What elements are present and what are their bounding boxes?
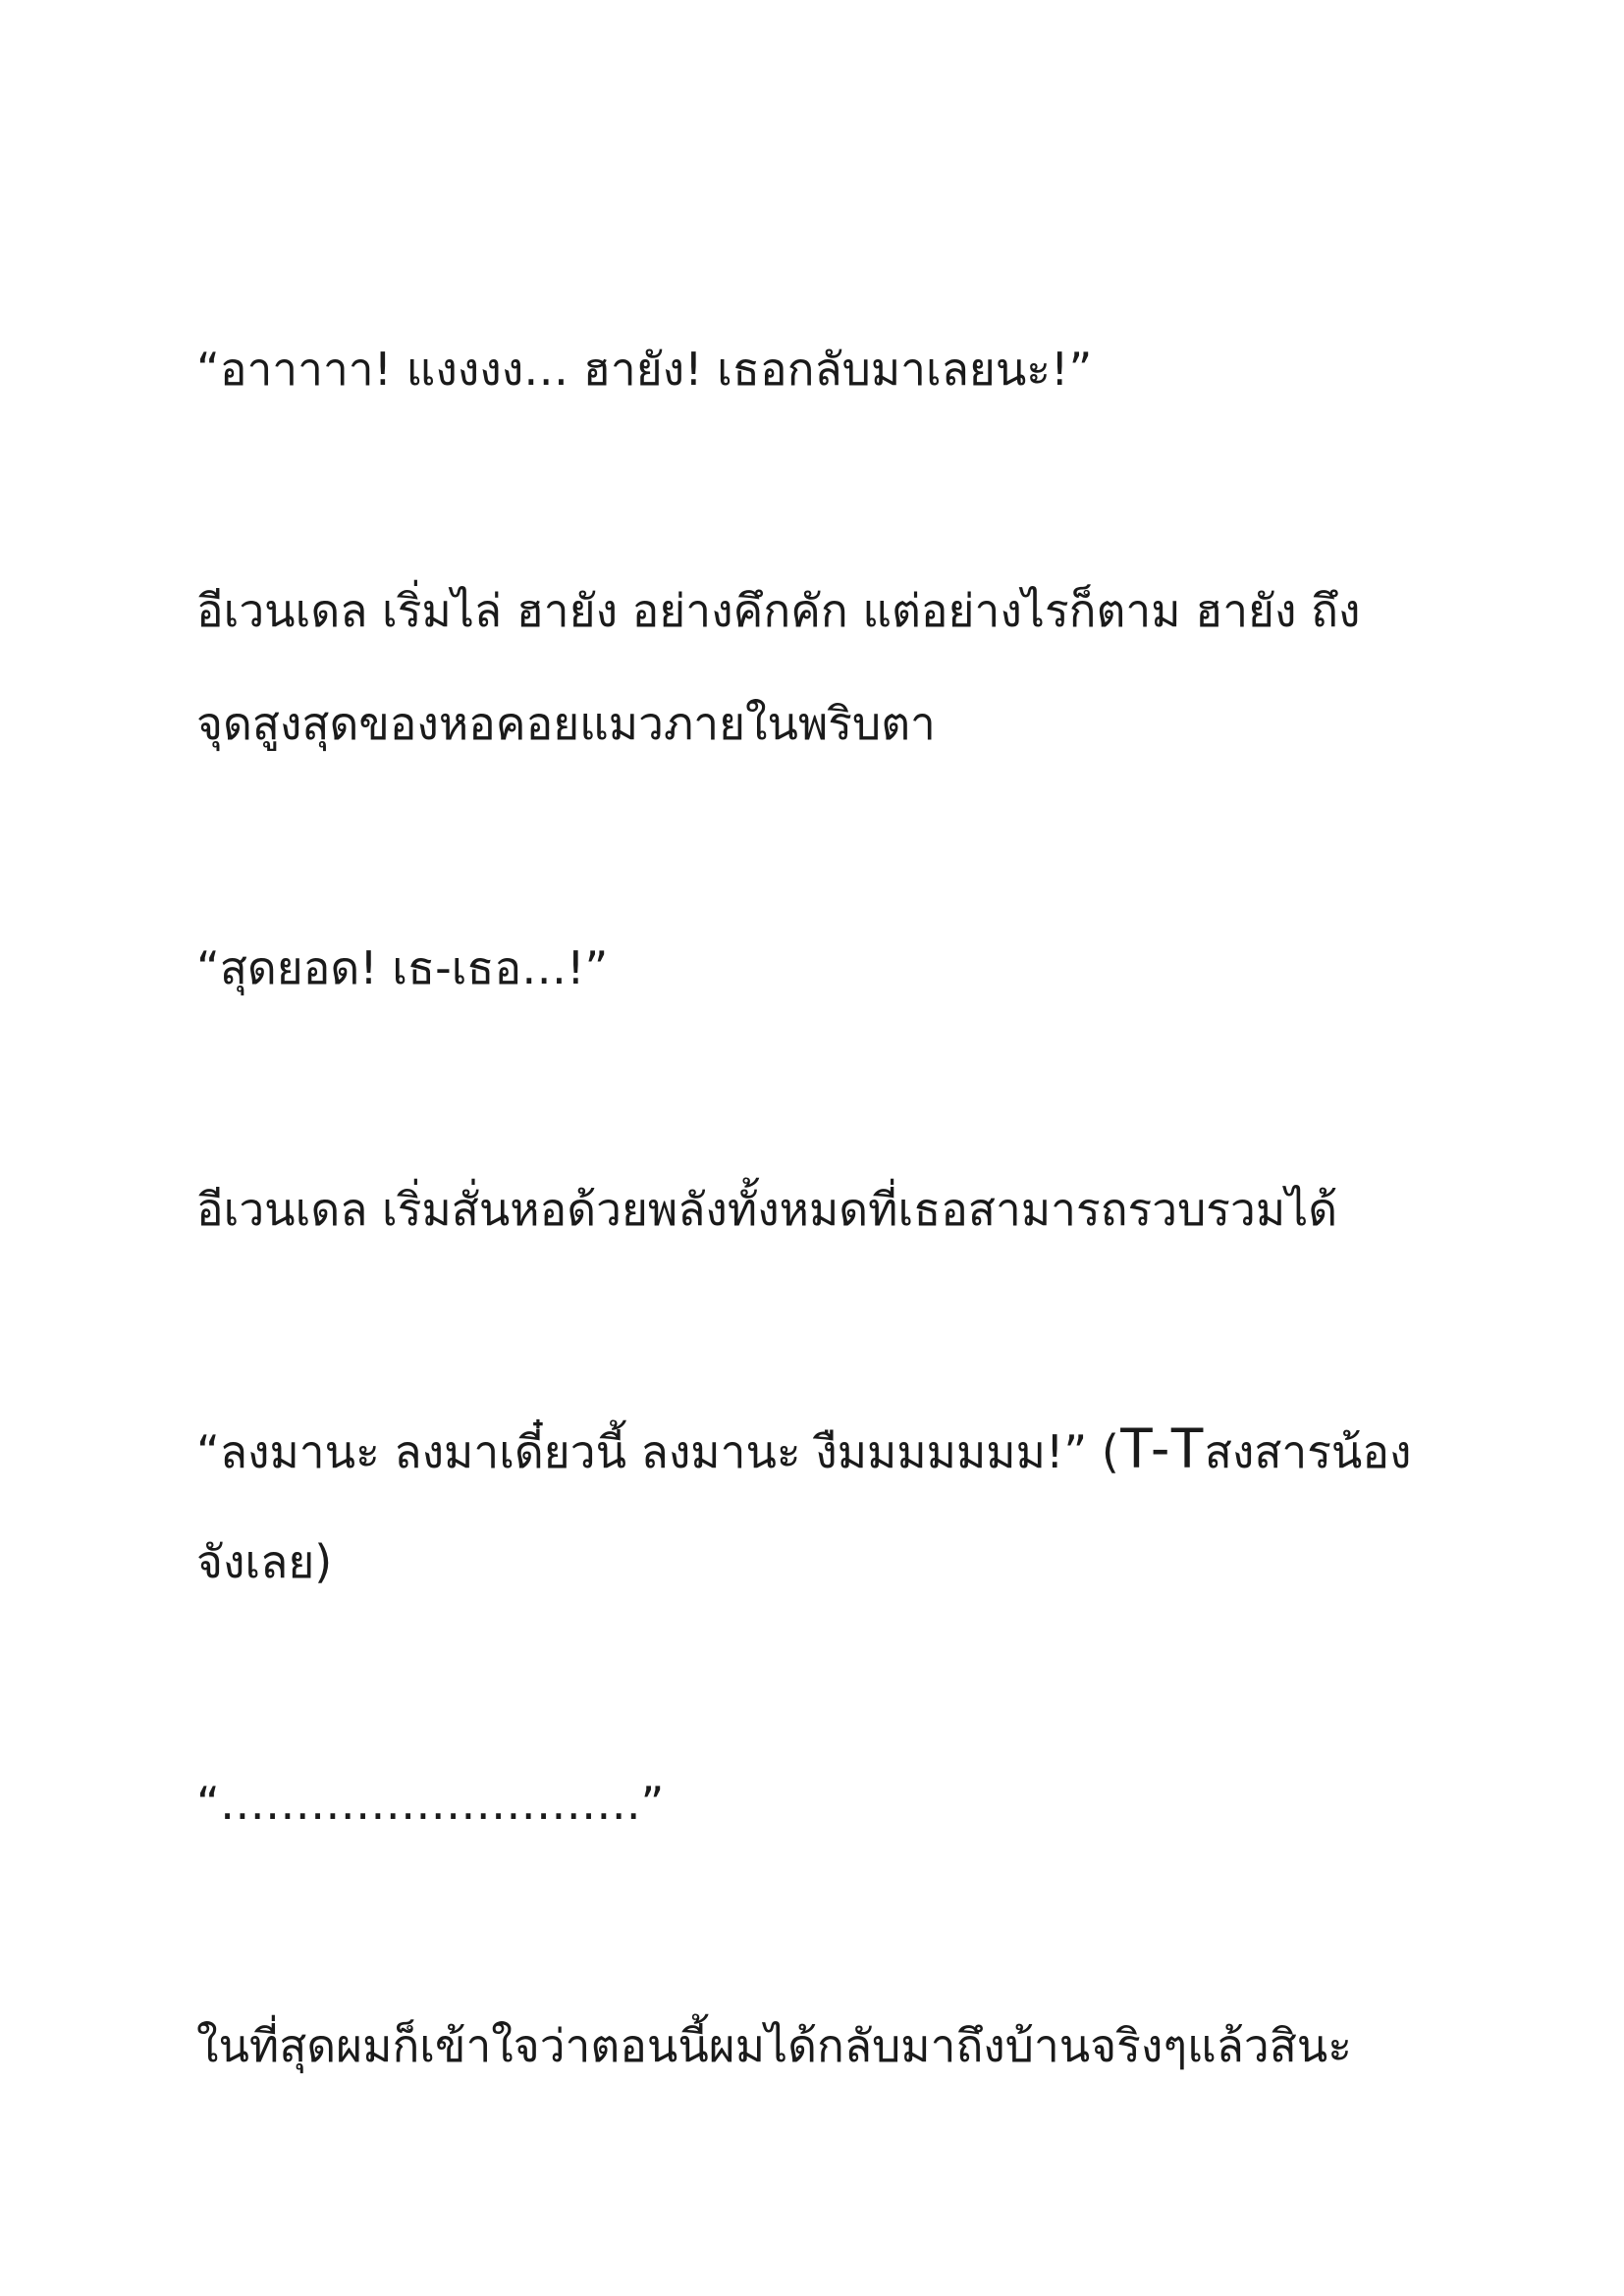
narration-line-1a: อีเวนเดล เริ่มไล่ ฮายัง อย่างคึกคัก แต่อย่างไรก็ตาม ฮายัง ถึง <box>196 584 1361 637</box>
narration-line-3: ในที่สุดผมก็เข้าใจว่าตอนนี้ผมได้กลับมาถึงบ้านจริงๆแล้วสินะ <box>196 2019 1352 2072</box>
dialogue-line-1: “อาาาาา! แงงงง… ฮายัง! เธอกลับมาเลยนะ!” <box>196 343 1093 396</box>
dialogue-line-2: “สุดยอด! เธ-เธอ…!” <box>196 941 609 994</box>
dialogue-line-3-prefix: “ลงมานะ ลงมาเดี๋ยวนี้ ลงมานะ งืมมมมมมม!” ( <box>196 1425 1119 1478</box>
emoticon-text: T-T <box>1118 1416 1205 1480</box>
dialogue-line-3a <box>196 1416 1473 1481</box>
dialogue-line-3-suffix: สงสารน้อง <box>1204 1425 1412 1478</box>
narration-line-2: อีเวนเดล เริ่มสั่นหอด้วยพลังทั้งหมดที่เธอสามารถรวบรวมได้ <box>196 1183 1338 1236</box>
narration-line-1b: จุดสูงสุดของหอคอยแมวภายในพริบตา <box>196 697 936 750</box>
dialogue-line-3b: จังเลย) <box>196 1535 333 1588</box>
dialogue-line-4: “……………………….” <box>196 1777 665 1830</box>
